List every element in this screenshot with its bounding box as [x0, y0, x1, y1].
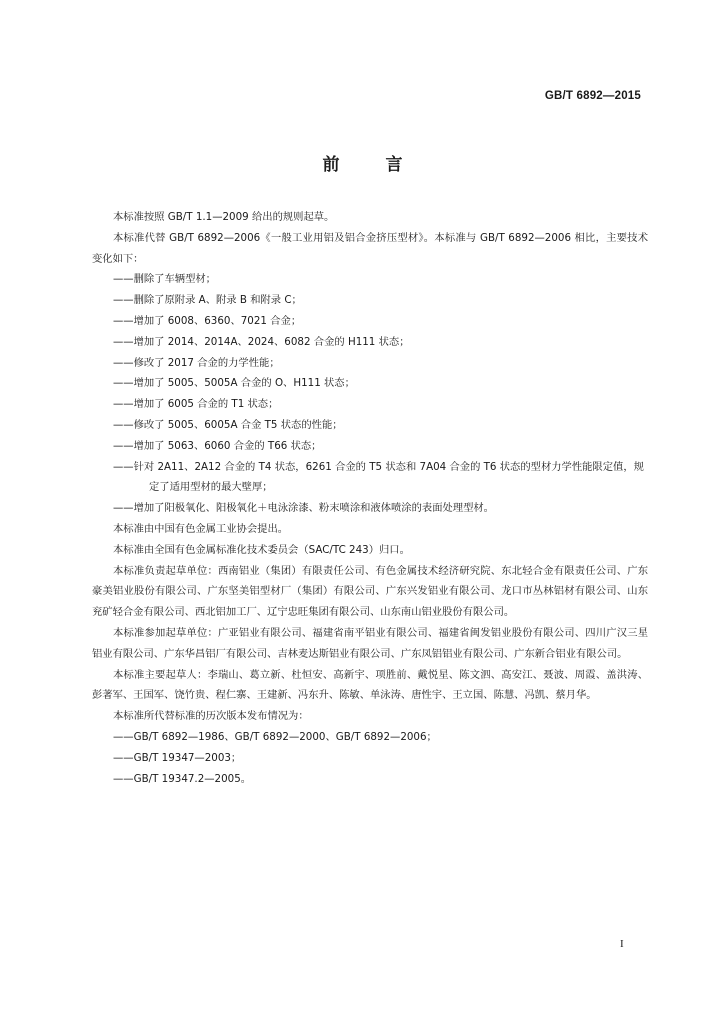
paragraph-drafting-units: 本标准负责起草单位：西南铝业（集团）有限责任公司、有色金属技术经济研究院、东北轻合金有限责任公司、广东豪美铝业股份有限公司、广东坚美铝型材厂（集团）有限公司、广东兴发铝业有限公司、龙口市丛林铝材有限公司、山东兖矿轻合金有限公司、西北铝加工厂、辽宁忠旺集团有限公司、山东南山铝业股份有限公司。 [92, 564, 648, 619]
paragraph-committee: 本标准由全国有色金属标准化技术委员会（SAC/TC 243）归口。 [113, 543, 410, 556]
list-item: ——删除了原附录 A、附录 B 和附录 C； [113, 294, 302, 307]
list-item: ——增加了 6005 合金的 T1 状态； [113, 398, 279, 411]
paragraph-drafting-rules: 本标准按照 GB/T 1.1—2009 给出的规则起草。 [113, 211, 335, 223]
list-item: ——增加了 6008、6360、7021 合金； [113, 314, 302, 327]
list-item: ——删除了车辆型材； [113, 273, 216, 286]
list-item: ——增加了 5063、6060 合金的 T66 状态； [113, 439, 322, 452]
list-item: ——增加了 5005、5005A 合金的 O、H111 状态； [113, 377, 355, 390]
list-item: ——GB/T 6892—1986、GB/T 6892—2000、GB/T 6892—2006； [113, 730, 437, 743]
list-item: ——GB/T 19347.2—2005。 [113, 772, 252, 785]
paragraph-history-intro: 本标准所代替标准的历次版本发布情况为： [113, 710, 309, 723]
foreword-body [92, 207, 648, 789]
paragraph-proposer: 本标准由中国有色金属工业协会提出。 [113, 522, 289, 535]
page-title: 前言 [322, 155, 449, 175]
technical-changes-list [92, 269, 648, 519]
document-code: GB/T 6892—2015 [544, 90, 641, 102]
list-item: ——修改了 5005、6005A 合金 T5 状态的性能； [113, 418, 343, 431]
paragraph-participating-units: 本标准参加起草单位：广亚铝业有限公司、福建省南平铝业有限公司、福建省闽发铝业股份有限公司、四川广汉三星铝业有限公司、广东华昌铝厂有限公司、吉林麦达斯铝业有限公司、广东凤铝铝业有限公司、广东新合铝业有限公司。 [92, 626, 648, 660]
page-number: I [620, 938, 624, 950]
paragraph-drafters: 本标准主要起草人：李瑞山、葛立新、杜恒安、高新宇、项胜前、戴悦星、陈文泗、高安江、聂波、周霞、盖洪涛、彭著军、王国军、饶竹贵、程仁寨、王建新、冯东升、陈敏、单泳涛、唐性宇、王立国、陈慧、冯凯、蔡月华。 [92, 668, 648, 702]
list-item: ——增加了阳极氧化、阳极氧化＋电泳涂漆、粉末喷涂和液体喷涂的表面处理型材。 [113, 502, 494, 515]
paragraph-replacement: 本标准代替 GB/T 6892—2006《一般工业用铝及铝合金挤压型材》。本标准与 GB/T 6892—2006 相比，主要技术变化如下： [92, 231, 648, 265]
version-history-list [92, 727, 648, 789]
list-item: ——增加了 2014、2014A、2024、6082 合金的 H111 状态； [113, 335, 410, 348]
list-item: ——GB/T 19347—2003； [113, 751, 242, 764]
list-item: ——针对 2A11、2A12 合金的 T4 状态，6261 合金的 T5 状态和 7A04 合金的 T6 状态的型材力学性能限定值，规定了适用型材的最大壁厚； [113, 460, 644, 494]
list-item: ——修改了 2017 合金的力学性能； [113, 356, 280, 369]
